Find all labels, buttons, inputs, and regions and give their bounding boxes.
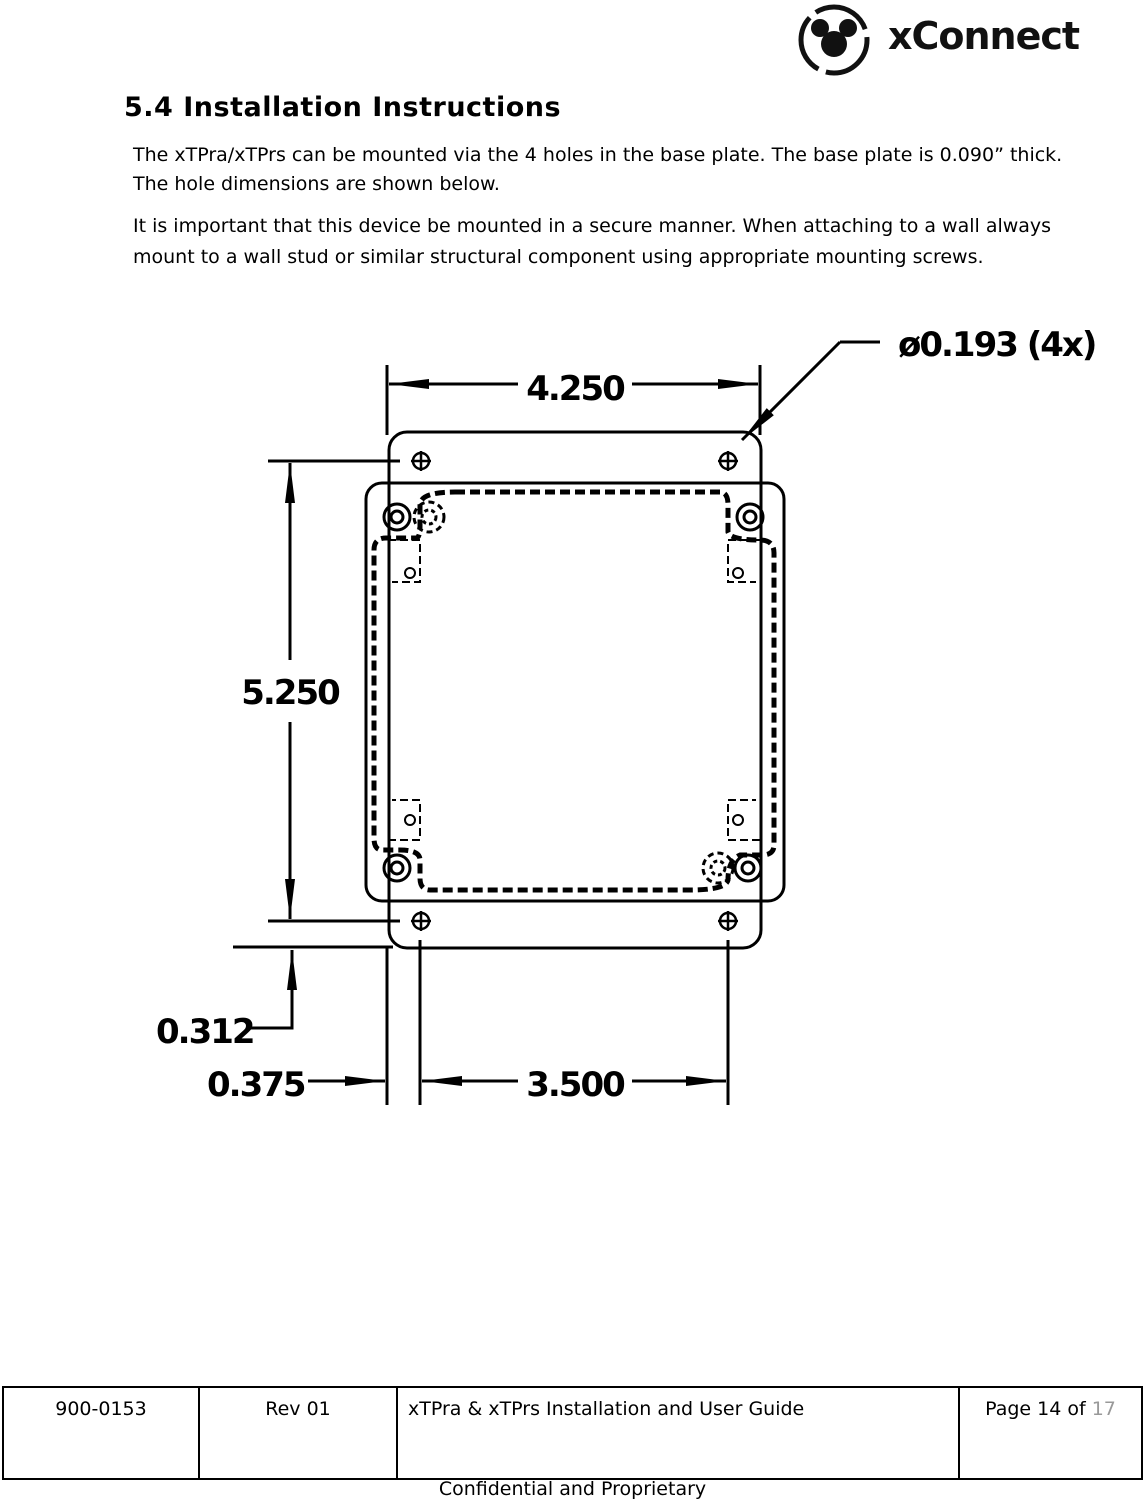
footer-doc-title: xTPra & xTPrs Installation and User Guide: [408, 1398, 805, 1420]
dim-spacing-3500: 3.500: [526, 1065, 624, 1105]
mounting-holes: [411, 451, 738, 931]
xconnect-logo: [796, 0, 1080, 80]
logo-text: xConnect: [888, 14, 1080, 58]
mouse-ears-icon: [796, 0, 880, 80]
intro-paragraph: The xTPra/xTPrs can be mounted via the 4 holes in the base plate. The base plate is 0.090” thick. The hole dimensions are shown below.: [133, 144, 1063, 195]
base-plate-outline: [389, 432, 761, 948]
dim-hole-diameter: ø0.193 (4x): [898, 325, 1096, 365]
footer-page-label: Page 14 of: [985, 1398, 1086, 1420]
inner-cavity-dashed: [374, 492, 774, 890]
dim-height-5250: 5.250: [241, 673, 339, 713]
confidential-notice: Confidential and Proprietary: [438, 1478, 707, 1500]
dim-width-4250: 4.250: [526, 369, 624, 409]
mounting-warning-paragraph: It is important that this device be mounted in a secure manner. When attaching to a wall always mount to a wall stud or similar structural component using appropriate mounting screws.: [133, 215, 1052, 268]
enclosure-screw-bosses: [384, 502, 763, 883]
enclosure-body: [366, 483, 784, 901]
footer-revision: Rev 01: [265, 1398, 331, 1420]
section-title: 5.4 Installation Instructions: [124, 92, 562, 123]
mounting-dimension-drawing: [0, 300, 1145, 1120]
dim-offset-0375: 0.375: [207, 1065, 305, 1105]
footer-revision-cell: [199, 1387, 397, 1479]
footer-doc-title-cell: [397, 1387, 959, 1479]
footer-doc-number: 900-0153: [55, 1398, 147, 1420]
footer-page-cell: [959, 1387, 1142, 1479]
dim-offset-0312: 0.312: [156, 1012, 254, 1052]
footer-table: [2, 1386, 1143, 1480]
footer-doc-number-cell: [3, 1387, 199, 1479]
footer-page-total: 17: [1091, 1398, 1116, 1420]
